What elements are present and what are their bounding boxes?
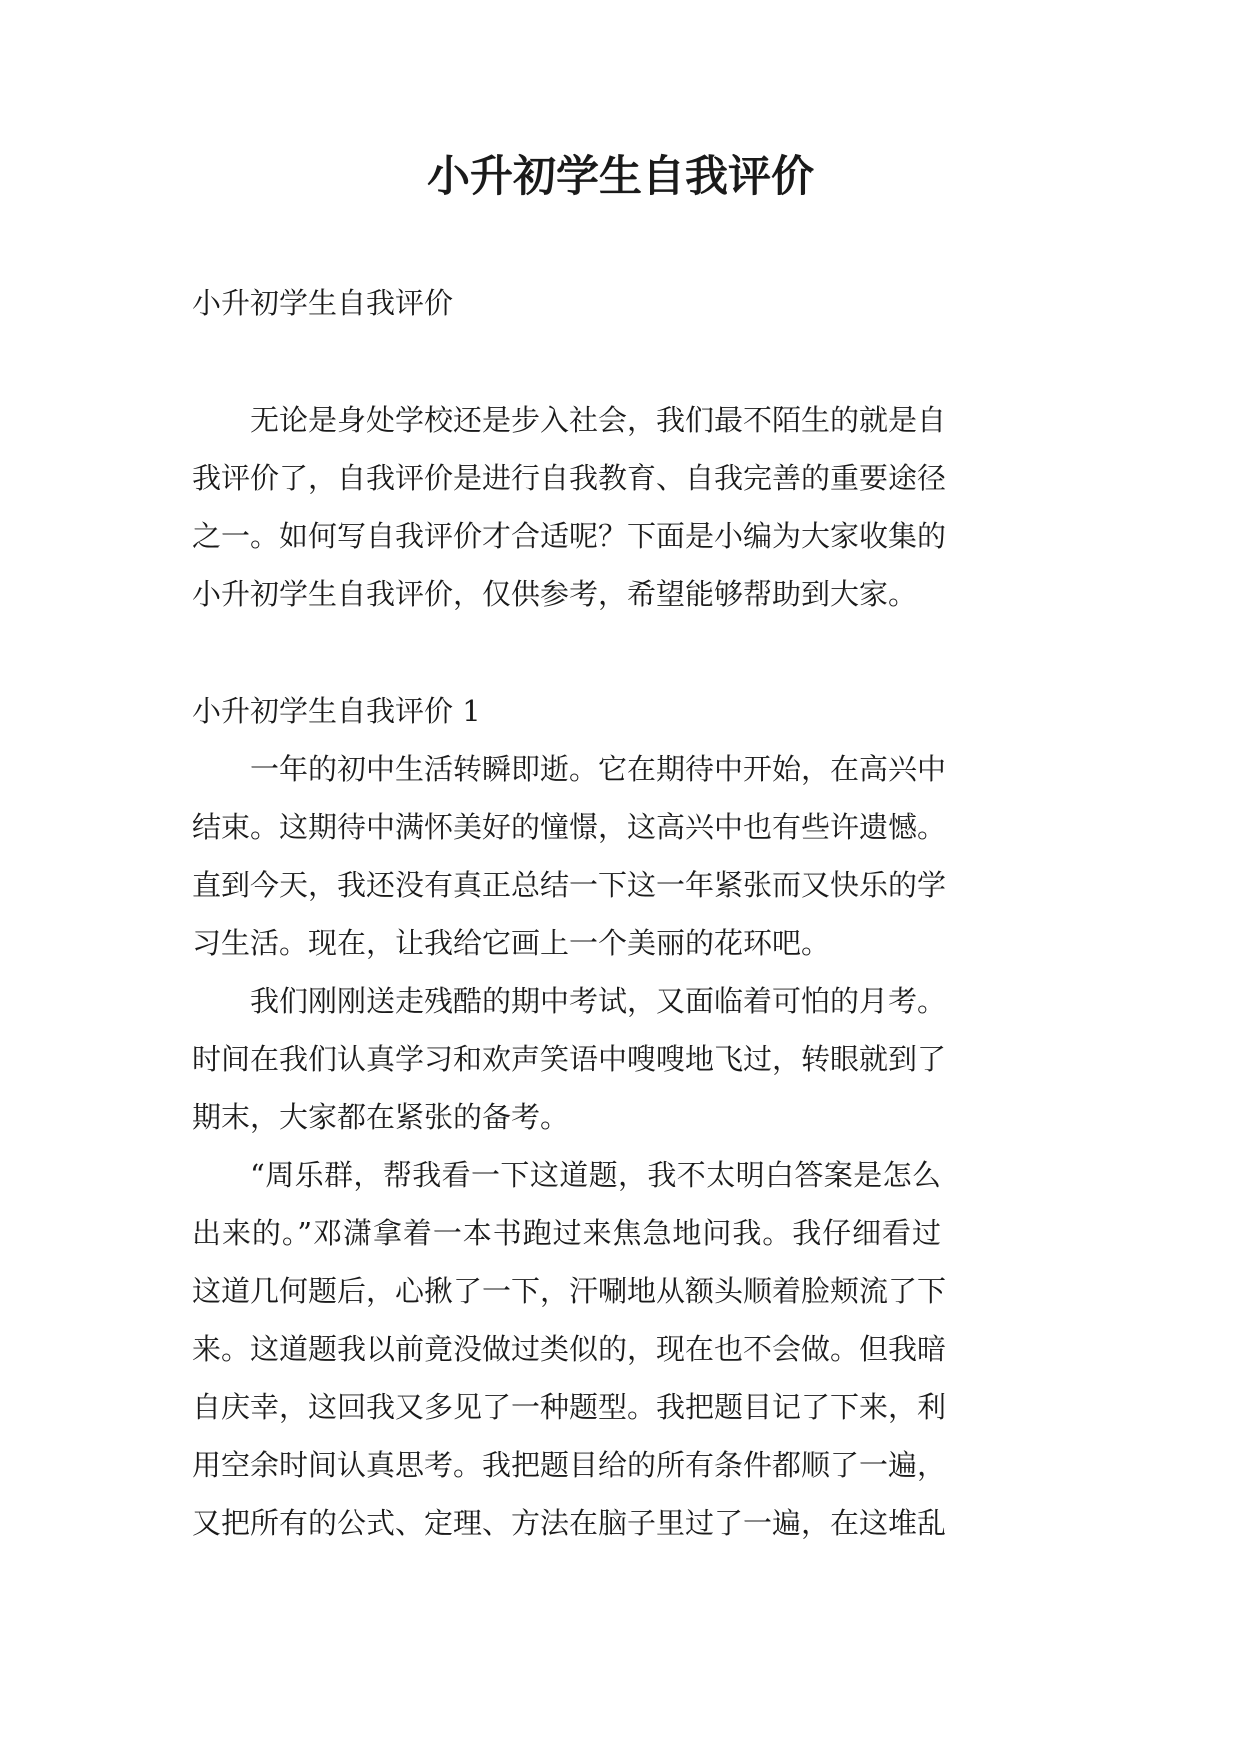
intro-paragraph (192, 391, 947, 623)
paragraph-line: 我们刚刚送走残酷的期中考试，又面临着可怕的月考。 (250, 984, 947, 1018)
body-paragraph (192, 1146, 947, 1552)
paragraph-line: 来。这道题我以前竟没做过类似的，现在也不会做。但我暗 (192, 1332, 947, 1366)
paragraph-line: 自庆幸，这回我又多见了一种题型。我把题目记了下来，利 (192, 1390, 947, 1424)
paragraph-line: 用空余时间认真思考。我把题目给的所有条件都顺了一遍， (192, 1448, 947, 1482)
document-subtitle: 小升初学生自我评价 (192, 286, 454, 320)
section-heading: 小升初学生自我评价 1 (192, 694, 481, 728)
intro-line: 之一。如何写自我评价才合适呢？下面是小编为大家收集的 (192, 519, 947, 553)
paragraph-line: 出来的。”邓潇拿着一本书跑过来焦急地问我。我仔细看过 (192, 1216, 941, 1250)
intro-line: 小升初学生自我评价，仅供参考，希望能够帮助到大家。 (192, 577, 918, 611)
paragraph-line: 期末，大家都在紧张的备考。 (192, 1100, 570, 1134)
paragraph-line: 又把所有的公式、定理、方法在脑子里过了一遍，在这堆乱 (192, 1506, 947, 1540)
body-paragraph (192, 740, 947, 972)
body-paragraph (192, 972, 947, 1146)
intro-line: 我评价了，自我评价是进行自我教育、自我完善的重要途径 (192, 461, 947, 495)
document-title: 小升初学生自我评价 (427, 152, 814, 202)
intro-line: 无论是身处学校还是步入社会，我们最不陌生的就是自 (250, 403, 947, 437)
paragraph-line: 一年的初中生活转瞬即逝。它在期待中开始，在高兴中 (250, 752, 947, 786)
paragraph-line: 结束。这期待中满怀美好的憧憬，这高兴中也有些许遗憾。 (192, 810, 947, 844)
paragraph-line: 这道几何题后，心揪了一下，汗唰地从额头顺着脸颊流了下 (192, 1274, 947, 1308)
paragraph-line: 时间在我们认真学习和欢声笑语中嗖嗖地飞过，转眼就到了 (192, 1042, 947, 1076)
paragraph-line: 直到今天，我还没有真正总结一下这一年紧张而又快乐的学 (192, 868, 947, 902)
paragraph-line: 习生活。现在，让我给它画上一个美丽的花环吧。 (192, 926, 831, 960)
paragraph-line: “周乐群，帮我看一下这道题，我不太明白答案是怎么 (250, 1158, 941, 1192)
